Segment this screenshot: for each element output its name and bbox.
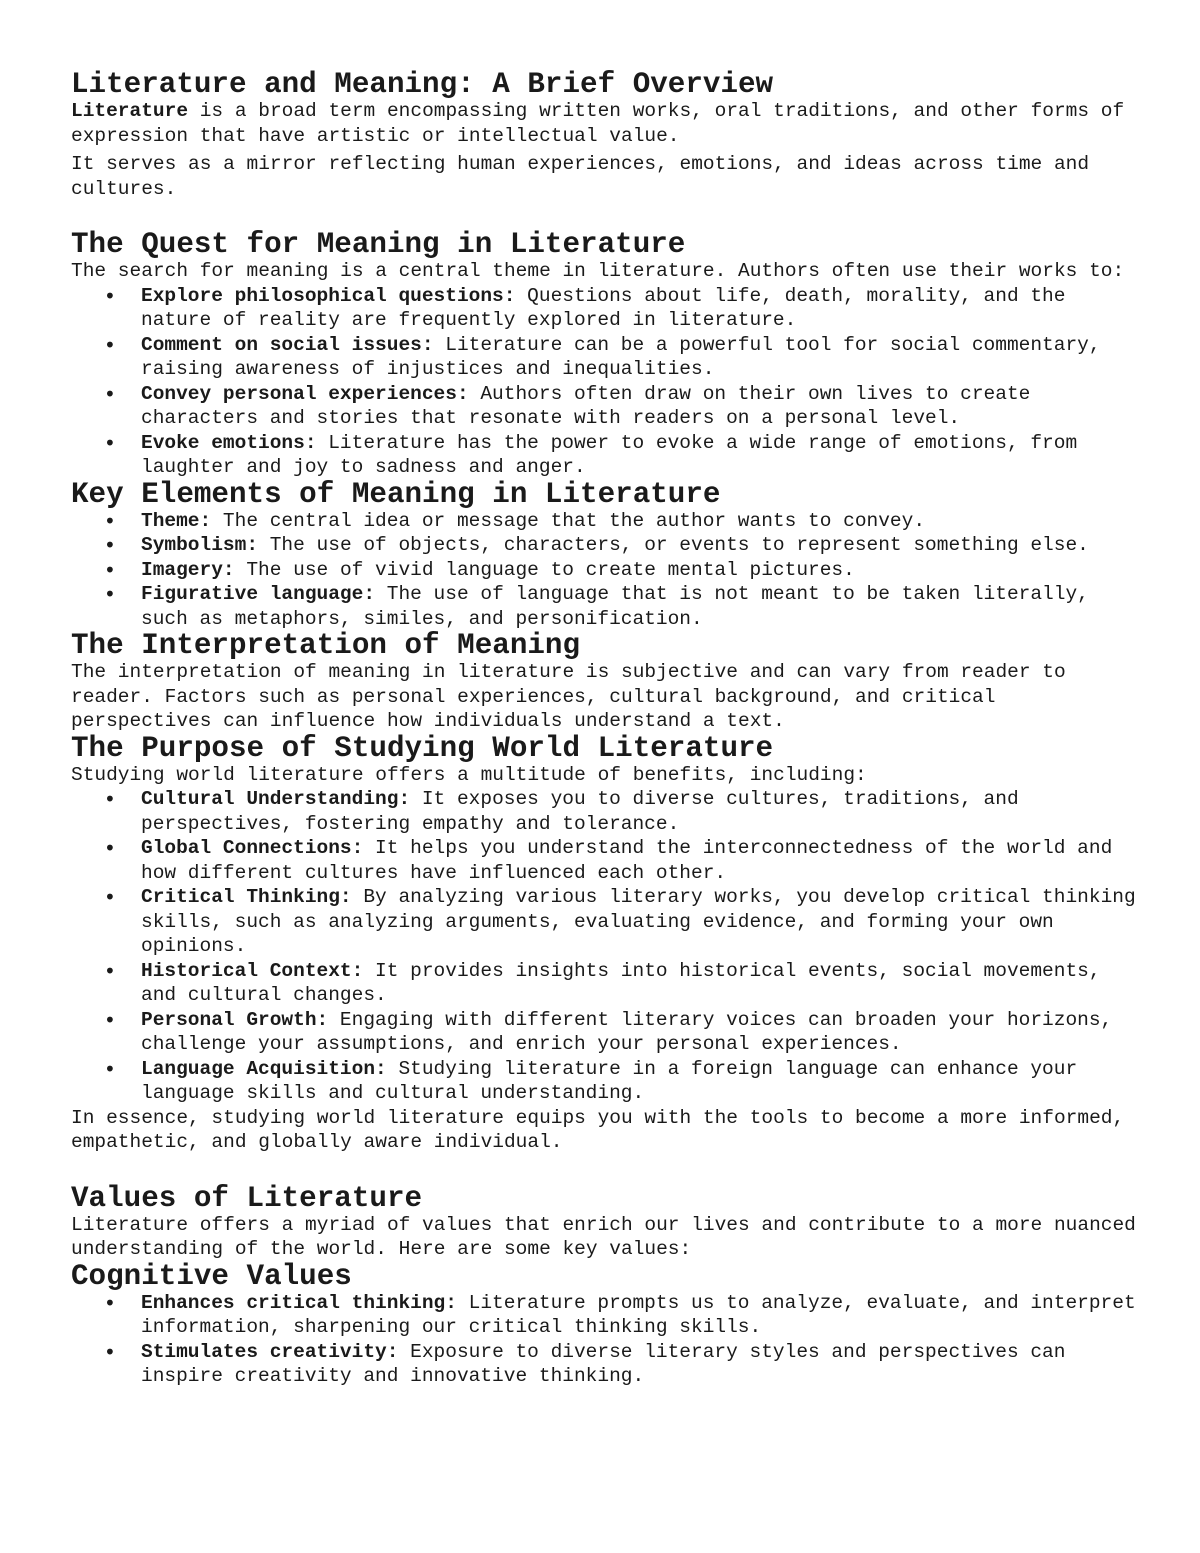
item-term: Enhances critical thinking: bbox=[141, 1291, 457, 1314]
section-heading: Literature and Meaning: A Brief Overview bbox=[71, 68, 774, 101]
item-term: Figurative language: bbox=[141, 583, 376, 605]
paragraph-term: Literature bbox=[71, 100, 189, 122]
list-item bbox=[71, 1291, 1141, 1340]
item-term: Cultural Understanding: bbox=[141, 788, 411, 810]
item-text: By analyzing various literary works, you develop critical thinking skills, such as analyzing arguments, evaluating evidence, and forming your own opinions. bbox=[141, 886, 1136, 957]
bullet-list bbox=[71, 787, 1141, 1106]
bullet-list bbox=[71, 284, 1141, 480]
item-text: Questions about life, death, morality, and the nature of reality are frequently explored in literature. bbox=[141, 284, 1066, 331]
bullet-list bbox=[71, 1291, 1141, 1389]
item-term: Convey personal experiences: bbox=[141, 382, 469, 405]
list-item bbox=[71, 1008, 1141, 1057]
list-item bbox=[71, 509, 1141, 534]
section-intro: Studying world literature offers a multitude of benefits, including: bbox=[71, 763, 867, 786]
item-term: Historical Context: bbox=[141, 959, 364, 982]
section-heading: Key Elements of Meaning in Literature bbox=[71, 477, 721, 511]
item-text: The use of vivid language to create mental pictures. bbox=[234, 558, 855, 581]
item-term: Theme: bbox=[141, 509, 212, 532]
item-term: Evoke emotions: bbox=[141, 431, 317, 454]
item-text: It exposes you to diverse cultures, traditions, and perspectives, fostering empathy and tolerance. bbox=[141, 788, 1019, 835]
item-text: Studying literature in a foreign language can enhance your language skills and cultural understanding. bbox=[141, 1057, 1078, 1104]
item-term: Stimulates creativity: bbox=[141, 1340, 399, 1363]
item-term: Language Acquisition: bbox=[141, 1057, 387, 1080]
item-term: Comment on social issues: bbox=[141, 333, 434, 356]
list-item bbox=[71, 885, 1141, 959]
section-intro: The search for meaning is a central theme in literature. Authors often use their works to: bbox=[71, 260, 1125, 282]
item-term: Explore philosophical questions: bbox=[141, 284, 516, 307]
list-item bbox=[71, 582, 1141, 631]
paragraph-text: It serves as a mirror reflecting human experiences, emotions, and ideas across time and cultures. bbox=[71, 153, 1090, 200]
section-heading: The Purpose of Studying World Literature bbox=[71, 731, 774, 765]
section-outro: In essence, studying world literature equips you with the tools to become a more informed, empathetic, and globally aware individual. bbox=[71, 1106, 1125, 1153]
item-text: Literature prompts us to analyze, evaluate, and interpret information, sharpening our critical thinking skills. bbox=[141, 1291, 1136, 1338]
item-text: The use of language that is not meant to be taken literally, such as metaphors, similes, and personification. bbox=[141, 583, 1089, 630]
list-item bbox=[71, 787, 1141, 836]
section-intro: The interpretation of meaning in literature is subjective and can vary from reader to reader. Factors such as personal experiences, cultural background, and critical perspectives can influence how individuals understand a text. bbox=[71, 661, 1066, 732]
list-item bbox=[71, 382, 1141, 431]
list-item bbox=[71, 333, 1141, 382]
document-page bbox=[71, 70, 1141, 1389]
paragraph bbox=[71, 99, 1141, 148]
bullet-list bbox=[71, 509, 1141, 632]
item-text: It provides insights into historical events, social movements, and cultural changes. bbox=[141, 959, 1101, 1006]
item-text: It helps you understand the interconnectedness of the world and how different cultures have influenced each other. bbox=[141, 837, 1113, 884]
list-item bbox=[71, 431, 1141, 480]
item-text: Exposure to diverse literary styles and perspectives can inspire creativity and innovative thinking. bbox=[141, 1340, 1066, 1387]
section-heading: The Interpretation of Meaning bbox=[71, 629, 581, 662]
item-term: Critical Thinking: bbox=[141, 886, 352, 908]
item-text: Authors often draw on their own lives to create characters and stories that resonate with readers on a personal level. bbox=[141, 382, 1031, 429]
item-term: Personal Growth: bbox=[141, 1008, 329, 1031]
item-text: The central idea or message that the author wants to convey. bbox=[211, 509, 926, 532]
item-text: Literature can be a powerful tool for social commentary, raising awareness of injustices and inequalities. bbox=[141, 333, 1101, 380]
section-heading: The Quest for Meaning in Literature bbox=[71, 228, 686, 261]
section-heading: Values of Literature bbox=[71, 1181, 423, 1215]
section-intro: Literature offers a myriad of values that enrich our lives and contribute to a more nuanced understanding of the world. Here are some key values: bbox=[71, 1213, 1136, 1260]
list-item bbox=[71, 533, 1141, 558]
item-term: Symbolism: bbox=[141, 534, 259, 556]
paragraph bbox=[71, 152, 1141, 201]
section-heading: Cognitive Values bbox=[71, 1259, 352, 1293]
item-text: Literature has the power to evoke a wide range of emotions, from laughter and joy to sadness and anger. bbox=[141, 431, 1078, 478]
list-item bbox=[71, 836, 1141, 885]
item-term: Imagery: bbox=[141, 558, 235, 581]
item-text: The use of objects, characters, or events to represent something else. bbox=[258, 534, 1089, 556]
item-text: Engaging with different literary voices can broaden your horizons, challenge your assumptions, and enrich your personal experiences. bbox=[141, 1008, 1113, 1055]
item-term: Global Connections: bbox=[141, 837, 364, 859]
list-item bbox=[71, 558, 1141, 583]
list-item bbox=[71, 1340, 1141, 1389]
list-item bbox=[71, 959, 1141, 1008]
list-item bbox=[71, 284, 1141, 333]
paragraph-text: is a broad term encompassing written works, oral traditions, and other forms of expression that have artistic or intellectual value. bbox=[71, 100, 1125, 147]
list-item bbox=[71, 1057, 1141, 1106]
